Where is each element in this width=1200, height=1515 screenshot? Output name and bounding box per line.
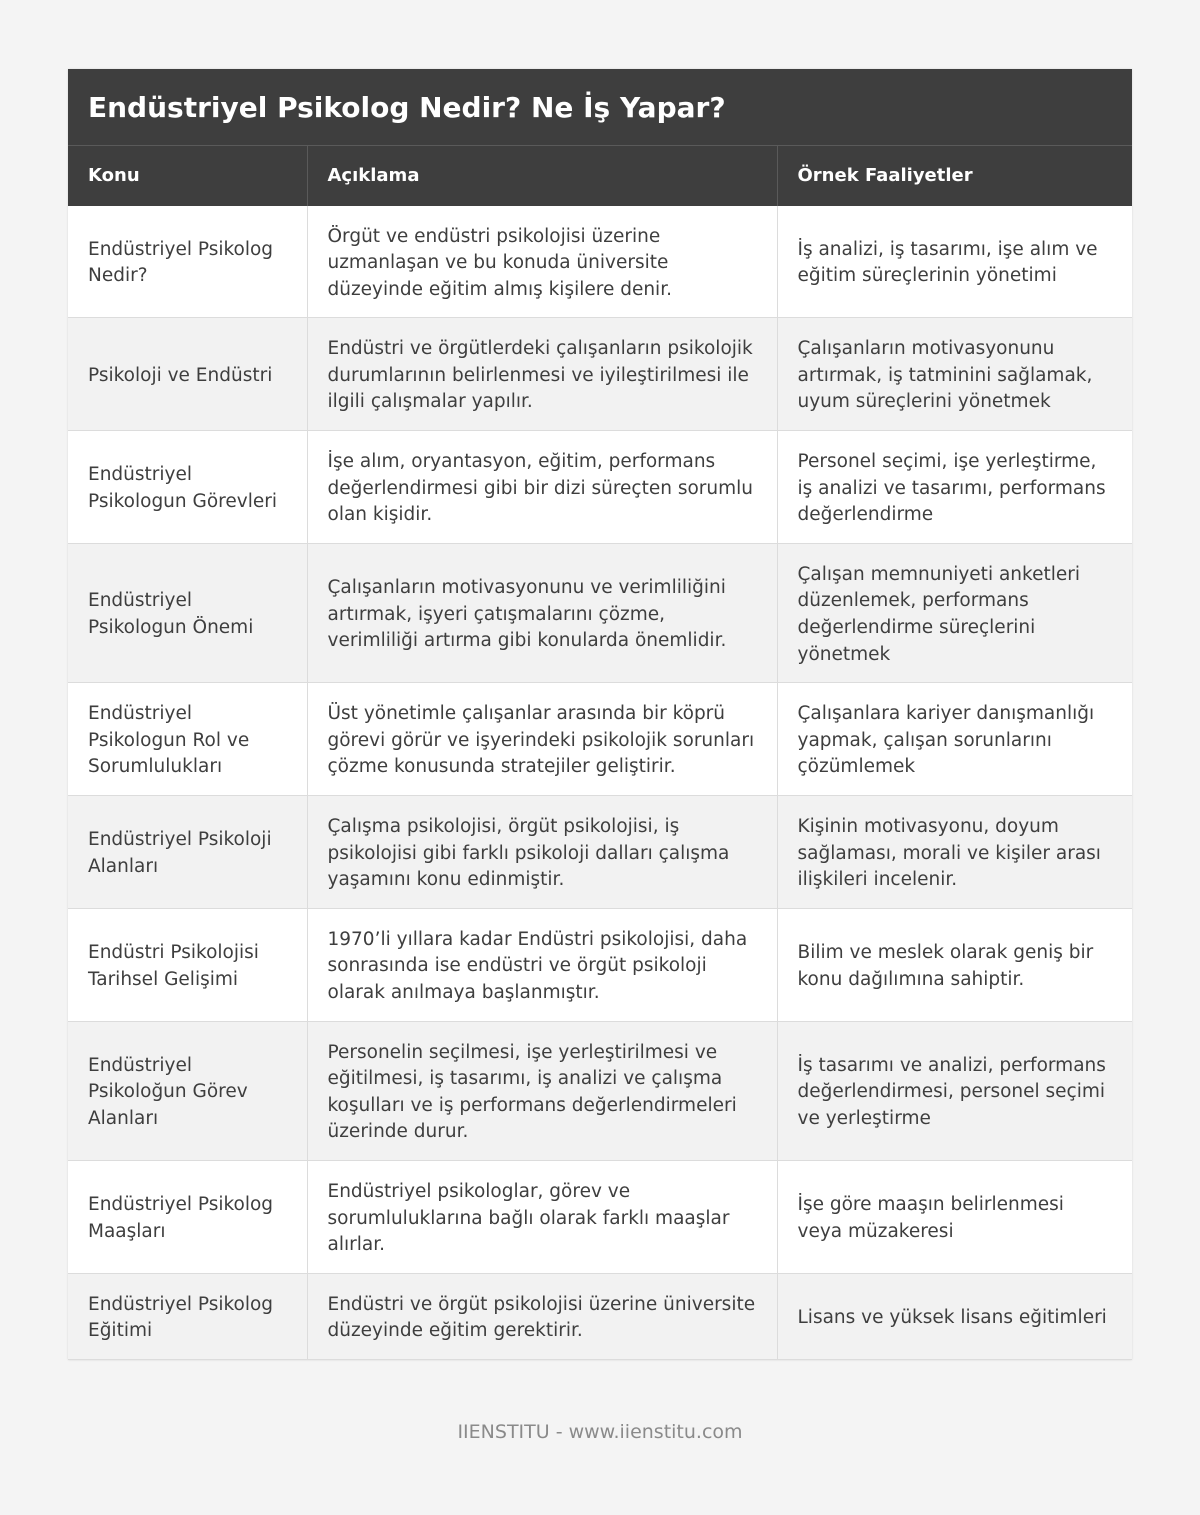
cell-konu: Endüstriyel Psikolog Maaşları	[68, 1160, 307, 1273]
cell-aciklama: Endüstri ve örgütlerdeki çalışanların psikolojik durumlarının belirlenmesi ve iyileştirilmesi ile ilgili çalışmalar yapılır.	[307, 318, 777, 431]
footer-credit: IIENSTITU - www.iienstitu.com	[457, 1421, 743, 1443]
table-row	[68, 908, 1132, 1021]
cell-aciklama: İşe alım, oryantasyon, eğitim, performans değerlendirmesi gibi bir dizi süreçten sorumlu olan kişidir.	[307, 431, 777, 544]
table-card	[68, 69, 1132, 1360]
data-table	[68, 145, 1132, 1360]
table-row	[68, 1021, 1132, 1160]
cell-aciklama: Personelin seçilmesi, işe yerleştirilmesi ve eğitilmesi, iş tasarımı, iş analizi ve çalışma koşulları ve iş performans değerlendirmeleri üzerinde durur.	[307, 1021, 777, 1160]
cell-konu: Psikoloji ve Endüstri	[68, 318, 307, 431]
cell-aciklama: Çalışma psikolojisi, örgüt psikolojisi, iş psikolojisi gibi farklı psikoloji dalları çalışma yaşamını konu edinmiştir.	[307, 796, 777, 909]
cell-ornek: İşe göre maaşın belirlenmesi veya müzakeresi	[777, 1160, 1132, 1273]
table-row	[68, 1160, 1132, 1273]
cell-aciklama: 1970’li yıllara kadar Endüstri psikolojisi, daha sonrasında ise endüstri ve örgüt psikoloji olarak anılmaya başlanmıştır.	[307, 908, 777, 1021]
column-header-ornek-faaliyetler: Örnek Faaliyetler	[777, 146, 1132, 206]
column-header-konu: Konu	[68, 146, 307, 206]
table-row	[68, 543, 1132, 682]
table-row	[68, 431, 1132, 544]
cell-aciklama: Endüstriyel psikologlar, görev ve sorumluluklarına bağlı olarak farklı maaşlar alırlar.	[307, 1160, 777, 1273]
cell-ornek: Personel seçimi, işe yerleştirme, iş analizi ve tasarımı, performans değerlendirme	[777, 431, 1132, 544]
cell-aciklama: Üst yönetimle çalışanlar arasında bir köprü görevi görür ve işyerindeki psikolojik sorunları çözme konusunda stratejiler geliştirir.	[307, 683, 777, 796]
cell-ornek: Bilim ve meslek olarak geniş bir konu dağılımına sahiptir.	[777, 908, 1132, 1021]
cell-konu: Endüstriyel Psikolog Eğitimi	[68, 1273, 307, 1359]
cell-aciklama: Endüstri ve örgüt psikolojisi üzerine üniversite düzeyinde eğitim gerektirir.	[307, 1273, 777, 1359]
cell-konu: Endüstriyel Psikologun Rol ve Sorumlulukları	[68, 683, 307, 796]
cell-aciklama: Örgüt ve endüstri psikolojisi üzerine uzmanlaşan ve bu konuda üniversite düzeyinde eğitim almış kişilere denir.	[307, 206, 777, 318]
table-row	[68, 796, 1132, 909]
table-row	[68, 318, 1132, 431]
page-title: Endüstriyel Psikolog Nedir? Ne İş Yapar?	[88, 90, 726, 124]
cell-aciklama: Çalışanların motivasyonunu ve verimliliğini artırmak, işyeri çatışmalarını çözme, verimliliği artırma gibi konularda önemlidir.	[307, 543, 777, 682]
cell-ornek: Kişinin motivasyonu, doyum sağlaması, morali ve kişiler arası ilişkileri incelenir.	[777, 796, 1132, 909]
cell-ornek: Çalışanlara kariyer danışmanlığı yapmak, çalışan sorunlarını çözümlemek	[777, 683, 1132, 796]
cell-konu: Endüstri Psikolojisi Tarihsel Gelişimi	[68, 908, 307, 1021]
cell-ornek: İş analizi, iş tasarımı, işe alım ve eğitim süreçlerinin yönetimi	[777, 206, 1132, 318]
cell-konu: Endüstriyel Psikoloğun Görev Alanları	[68, 1021, 307, 1160]
column-header-aciklama: Açıklama	[307, 146, 777, 206]
cell-konu: Endüstriyel Psikoloji Alanları	[68, 796, 307, 909]
title-bar	[68, 69, 1132, 145]
table-row	[68, 1273, 1132, 1359]
table-row	[68, 683, 1132, 796]
cell-konu: Endüstriyel Psikolog Nedir?	[68, 206, 307, 318]
cell-ornek: Lisans ve yüksek lisans eğitimleri	[777, 1273, 1132, 1359]
table-row	[68, 206, 1132, 318]
cell-ornek: İş tasarımı ve analizi, performans değerlendirmesi, personel seçimi ve yerleştirme	[777, 1021, 1132, 1160]
cell-ornek: Çalışanların motivasyonunu artırmak, iş tatminini sağlamak, uyum süreçlerini yönetmek	[777, 318, 1132, 431]
cell-ornek: Çalışan memnuniyeti anketleri düzenlemek, performans değerlendirme süreçlerini yönetmek	[777, 543, 1132, 682]
header-row	[68, 146, 1132, 206]
cell-konu: Endüstriyel Psikologun Görevleri	[68, 431, 307, 544]
cell-konu: Endüstriyel Psikologun Önemi	[68, 543, 307, 682]
